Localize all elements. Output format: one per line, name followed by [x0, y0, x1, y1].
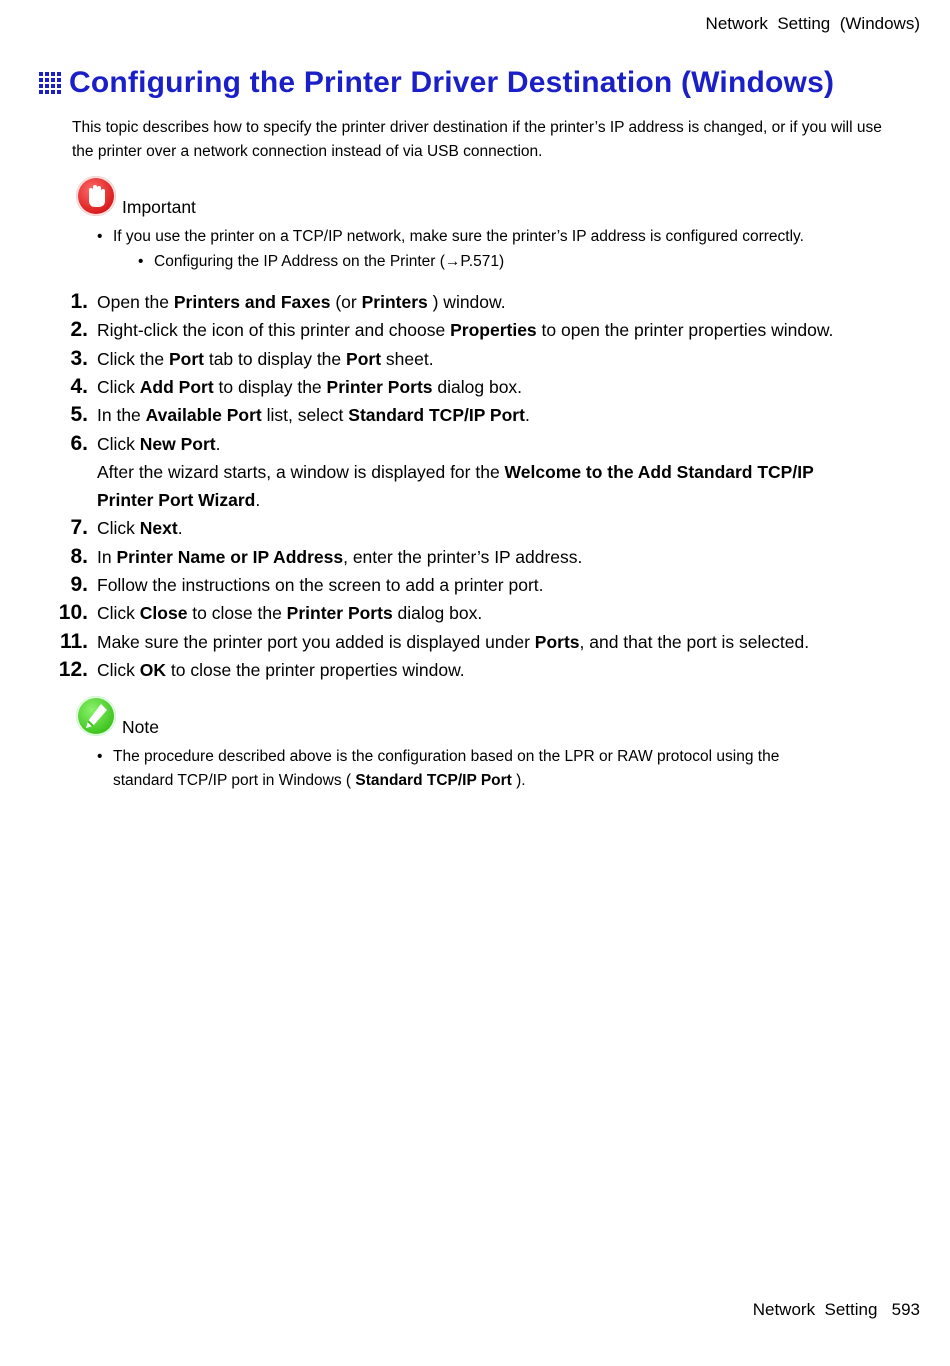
step-continuation: [97, 458, 814, 486]
step-fragment: , enter the printer’s IP address.: [343, 547, 583, 567]
step-fragment: ) window.: [427, 292, 506, 312]
ui-term: Printers and Faxes: [173, 292, 331, 312]
page-number: 593: [891, 1300, 920, 1319]
step-text: [97, 401, 530, 429]
step-number: 6.: [70, 432, 88, 455]
step-fragment: Right-click the icon of this printer and choose: [97, 320, 451, 340]
important-hand-icon: [76, 176, 116, 216]
step-number: 9.: [70, 573, 88, 596]
step-fragment: tab to display the: [203, 349, 347, 369]
ui-term: Printer Ports: [286, 603, 393, 623]
page-title-row: [38, 66, 930, 100]
important-label: Important: [122, 197, 196, 217]
step-fragment: dialog box.: [432, 377, 523, 397]
note-pencil-icon: [76, 696, 116, 736]
ui-term: Printer Port Wizard: [97, 490, 256, 510]
step-number: 7.: [70, 516, 88, 539]
important-link-bullet[interactable]: [154, 250, 854, 274]
ui-term: Printer Name or IP Address: [116, 547, 344, 567]
step-fragment: Click: [97, 377, 140, 397]
step-text: [97, 656, 465, 684]
note-bullet: [113, 745, 893, 793]
step-text: [97, 599, 482, 627]
step-fragment: Follow the instructions on the screen to add a printer port.: [97, 575, 544, 595]
ui-term: Standard TCP/IP Port: [348, 405, 525, 425]
ui-term: Ports: [534, 632, 580, 652]
intro-paragraph: This topic describes how to specify the printer driver destination if the printer’s IP address is changed, or if you will use the printer over a network connection instead of via USB connection.: [72, 119, 882, 160]
ui-term: Next: [139, 518, 178, 538]
running-header: Network Setting (Windows): [705, 14, 920, 33]
section-grid-icon: [38, 71, 64, 97]
ui-term: Add Port: [139, 377, 214, 397]
note-callout-header: [76, 696, 159, 736]
step-number: 10.: [58, 601, 88, 624]
step-number: 4.: [70, 375, 88, 398]
page-title: Configuring the Printer Driver Destination (Windows): [69, 66, 835, 99]
note-line-1: The procedure described above is the configuration based on the LPR or RAW protocol using the: [113, 748, 780, 765]
step-text: [97, 628, 809, 656]
note-line-2b: Standard TCP/IP Port: [355, 772, 512, 789]
step-fragment: Open the: [97, 292, 174, 312]
ui-term: Close: [139, 603, 188, 623]
ui-term: Port: [346, 349, 382, 369]
step-fragment: Click the: [97, 349, 169, 369]
step-fragment: list, select: [261, 405, 349, 425]
step-fragment: Make sure the printer port you added is displayed under: [97, 632, 535, 652]
ui-term: Available Port: [145, 405, 262, 425]
ui-term: OK: [139, 660, 167, 680]
ui-term: Properties: [450, 320, 537, 340]
step-fragment: to close the printer properties window.: [166, 660, 465, 680]
step-fragment: In the: [97, 405, 146, 425]
step-text: [97, 288, 506, 316]
step-fragment: .: [524, 405, 530, 425]
step-fragment: .: [215, 434, 221, 454]
step-continuation: [97, 486, 260, 514]
step-number: 8.: [70, 545, 88, 568]
step-fragment: Click: [97, 603, 140, 623]
step-number: 2.: [70, 318, 88, 341]
step-text: [97, 514, 183, 542]
step-number: 5.: [70, 403, 88, 426]
step-fragment: , and that the port is selected.: [579, 632, 810, 652]
note-label: Note: [122, 717, 159, 737]
ui-term: Port: [168, 349, 204, 369]
step-fragment: .: [177, 518, 183, 538]
ui-term: Printers: [361, 292, 428, 312]
step-number: 1.: [70, 290, 88, 313]
note-line-2a: standard TCP/IP port in Windows (: [113, 772, 356, 789]
step-fragment: In: [97, 547, 117, 567]
step-text: [97, 316, 833, 344]
step-text: [97, 345, 434, 373]
step-fragment: .: [255, 490, 261, 510]
step-fragment: Click: [97, 660, 140, 680]
ui-term: Welcome to the Add Standard TCP/IP: [504, 462, 814, 482]
step-fragment: Click: [97, 518, 140, 538]
step-text: [97, 430, 221, 458]
step-fragment: to open the printer properties window.: [536, 320, 834, 340]
ip-config-link[interactable]: Configuring the IP Address on the Printer (→P.571): [154, 253, 505, 270]
step-fragment: (or: [330, 292, 362, 312]
step-fragment: to close the: [187, 603, 287, 623]
step-fragment: After the wizard starts, a window is displayed for the: [97, 462, 505, 482]
step-number: 12.: [58, 658, 88, 681]
step-fragment: sheet.: [381, 349, 434, 369]
step-number: 3.: [70, 347, 88, 370]
step-fragment: Click: [97, 434, 140, 454]
step-text: [97, 571, 544, 599]
note-line-2c: ).: [511, 772, 526, 789]
important-callout-header: [76, 176, 196, 216]
step-fragment: dialog box.: [392, 603, 483, 623]
step-number: 11.: [59, 630, 88, 653]
page-footer: [753, 1300, 920, 1320]
step-text: [97, 543, 582, 571]
step-text: [97, 373, 522, 401]
footer-section: Network Setting: [752, 1300, 878, 1319]
step-fragment: to display the: [213, 377, 327, 397]
ui-term: Printer Ports: [326, 377, 433, 397]
ui-term: New Port: [139, 434, 216, 454]
important-bullet: • If you use the printer on a TCP/IP network, make sure the printer’s IP address is configured correctly.: [113, 225, 913, 249]
